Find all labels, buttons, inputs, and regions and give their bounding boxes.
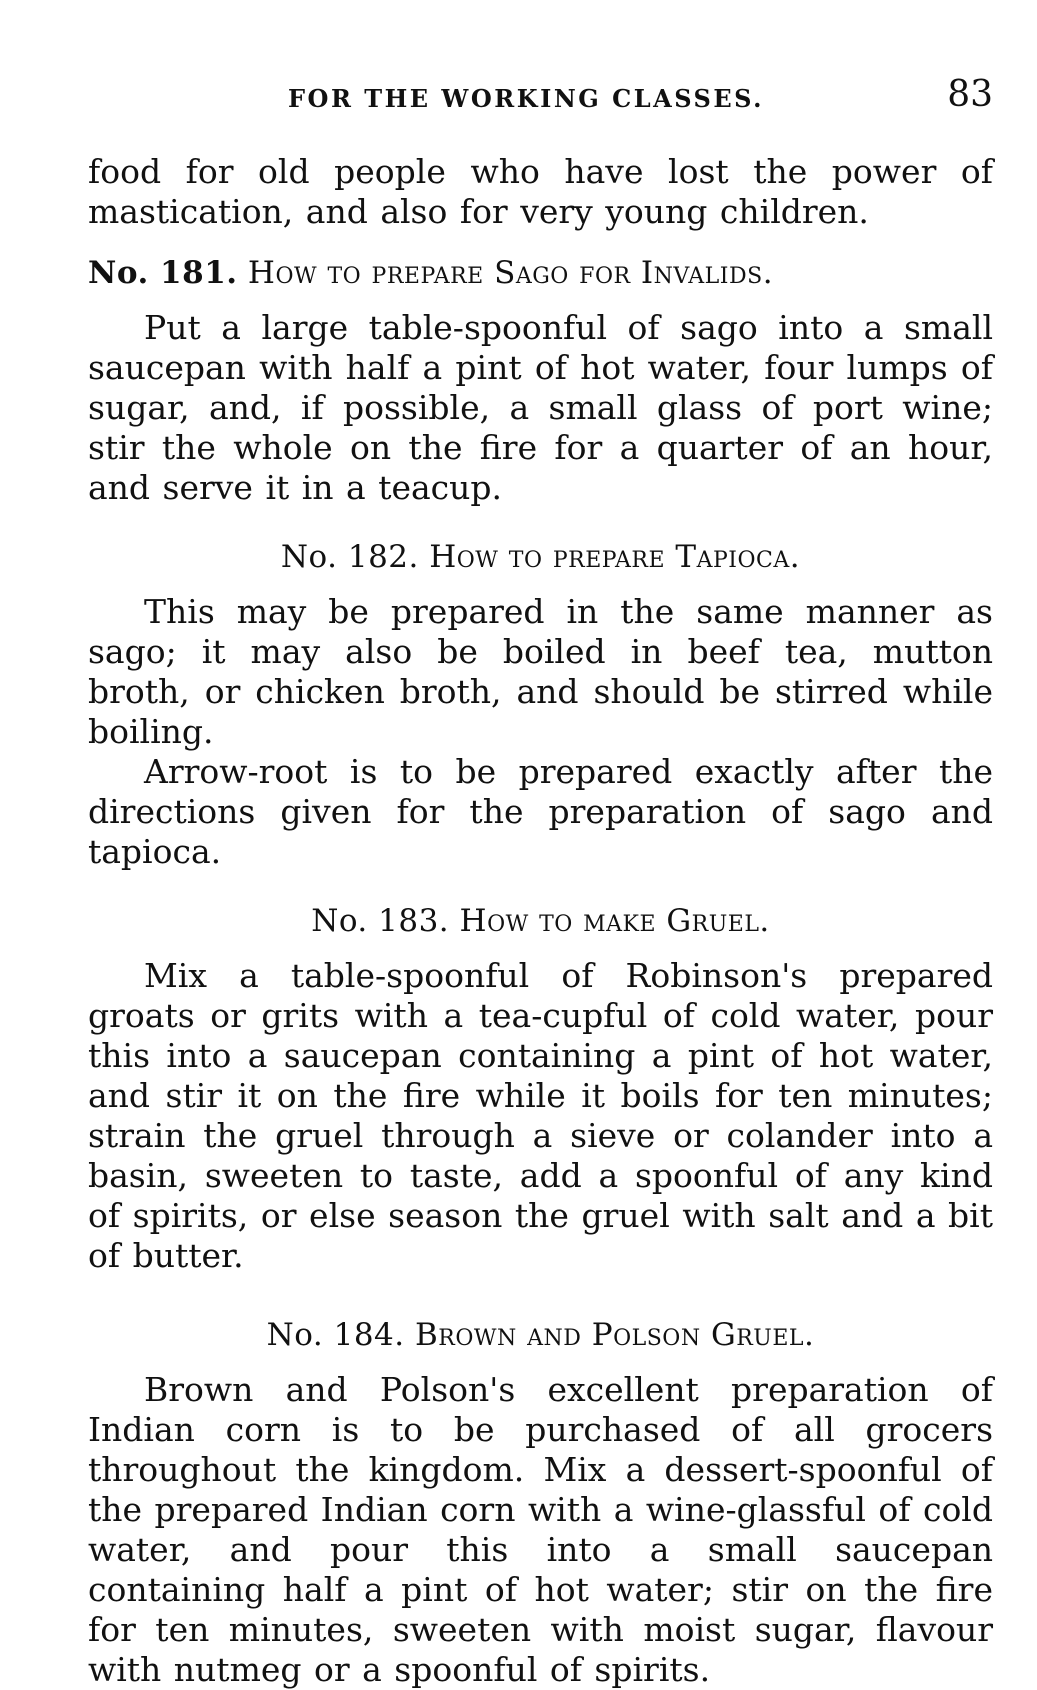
page-number: 83: [947, 74, 993, 115]
recipe-heading-183: [88, 902, 993, 940]
recipe-title: How to prepare Tapioca.: [429, 539, 801, 575]
intro-paragraph: food for old people who have lost the power of mastication, and also for very young children.: [88, 152, 993, 231]
running-head: [88, 70, 993, 120]
recipe-number: No. 184.: [266, 1317, 405, 1353]
recipe-title: How to make Gruel.: [459, 903, 770, 939]
recipe-number: No. 183.: [311, 903, 450, 939]
recipe-title: Brown and Polson Gruel.: [415, 1317, 815, 1353]
recipe-title: How to prepare Sago for Invalids.: [247, 255, 774, 291]
running-title: FOR THE WORKING CLASSES.: [288, 84, 764, 113]
recipe-heading-182: [88, 538, 993, 576]
recipe-paragraph: Put a large table-spoonful of sago into a small saucepan with half a pint of hot water, four lumps of sugar, and, if possible, a small glass of port wine; stir the whole on the fire for a quarter of an hour, and serve it in a teacup.: [88, 308, 993, 507]
recipe-paragraph: Brown and Polson's excellent preparation of Indian corn is to be purchased of all grocers throughout the kingdom. Mix a dessert-spoonful of the prepared Indian corn with a wine-glassful of cold water, and pour this into a small saucepan containing half a pint of hot water; stir on the fire for ten minutes, sweeten with moist sugar, flavour with nutmeg or a spoonful of spirits.: [88, 1370, 993, 1689]
recipe-paragraph: This may be prepared in the same manner as sago; it may also be boiled in beef tea, mutton broth, or chicken broth, and should be stirred while boiling.: [88, 592, 993, 751]
recipe-heading-181: [88, 254, 993, 292]
recipe-paragraph: Arrow-root is to be prepared exactly after the directions given for the preparation of sago and tapioca.: [88, 752, 993, 871]
recipe-number: No. 181.: [88, 255, 238, 291]
recipe-number: No. 182.: [280, 539, 419, 575]
recipe-paragraph: Mix a table-spoonful of Robinson's prepared groats or grits with a tea-cupful of cold water, pour this into a saucepan containing a pint of hot water, and stir it on the fire while it boils for ten minutes; strain the gruel through a sieve or colander into a basin, sweeten to taste, add a spoonful of any kind of spirits, or else season the gruel with salt and a bit of butter.: [88, 956, 993, 1275]
recipe-heading-184: [88, 1316, 993, 1354]
book-page: [88, 70, 993, 1690]
